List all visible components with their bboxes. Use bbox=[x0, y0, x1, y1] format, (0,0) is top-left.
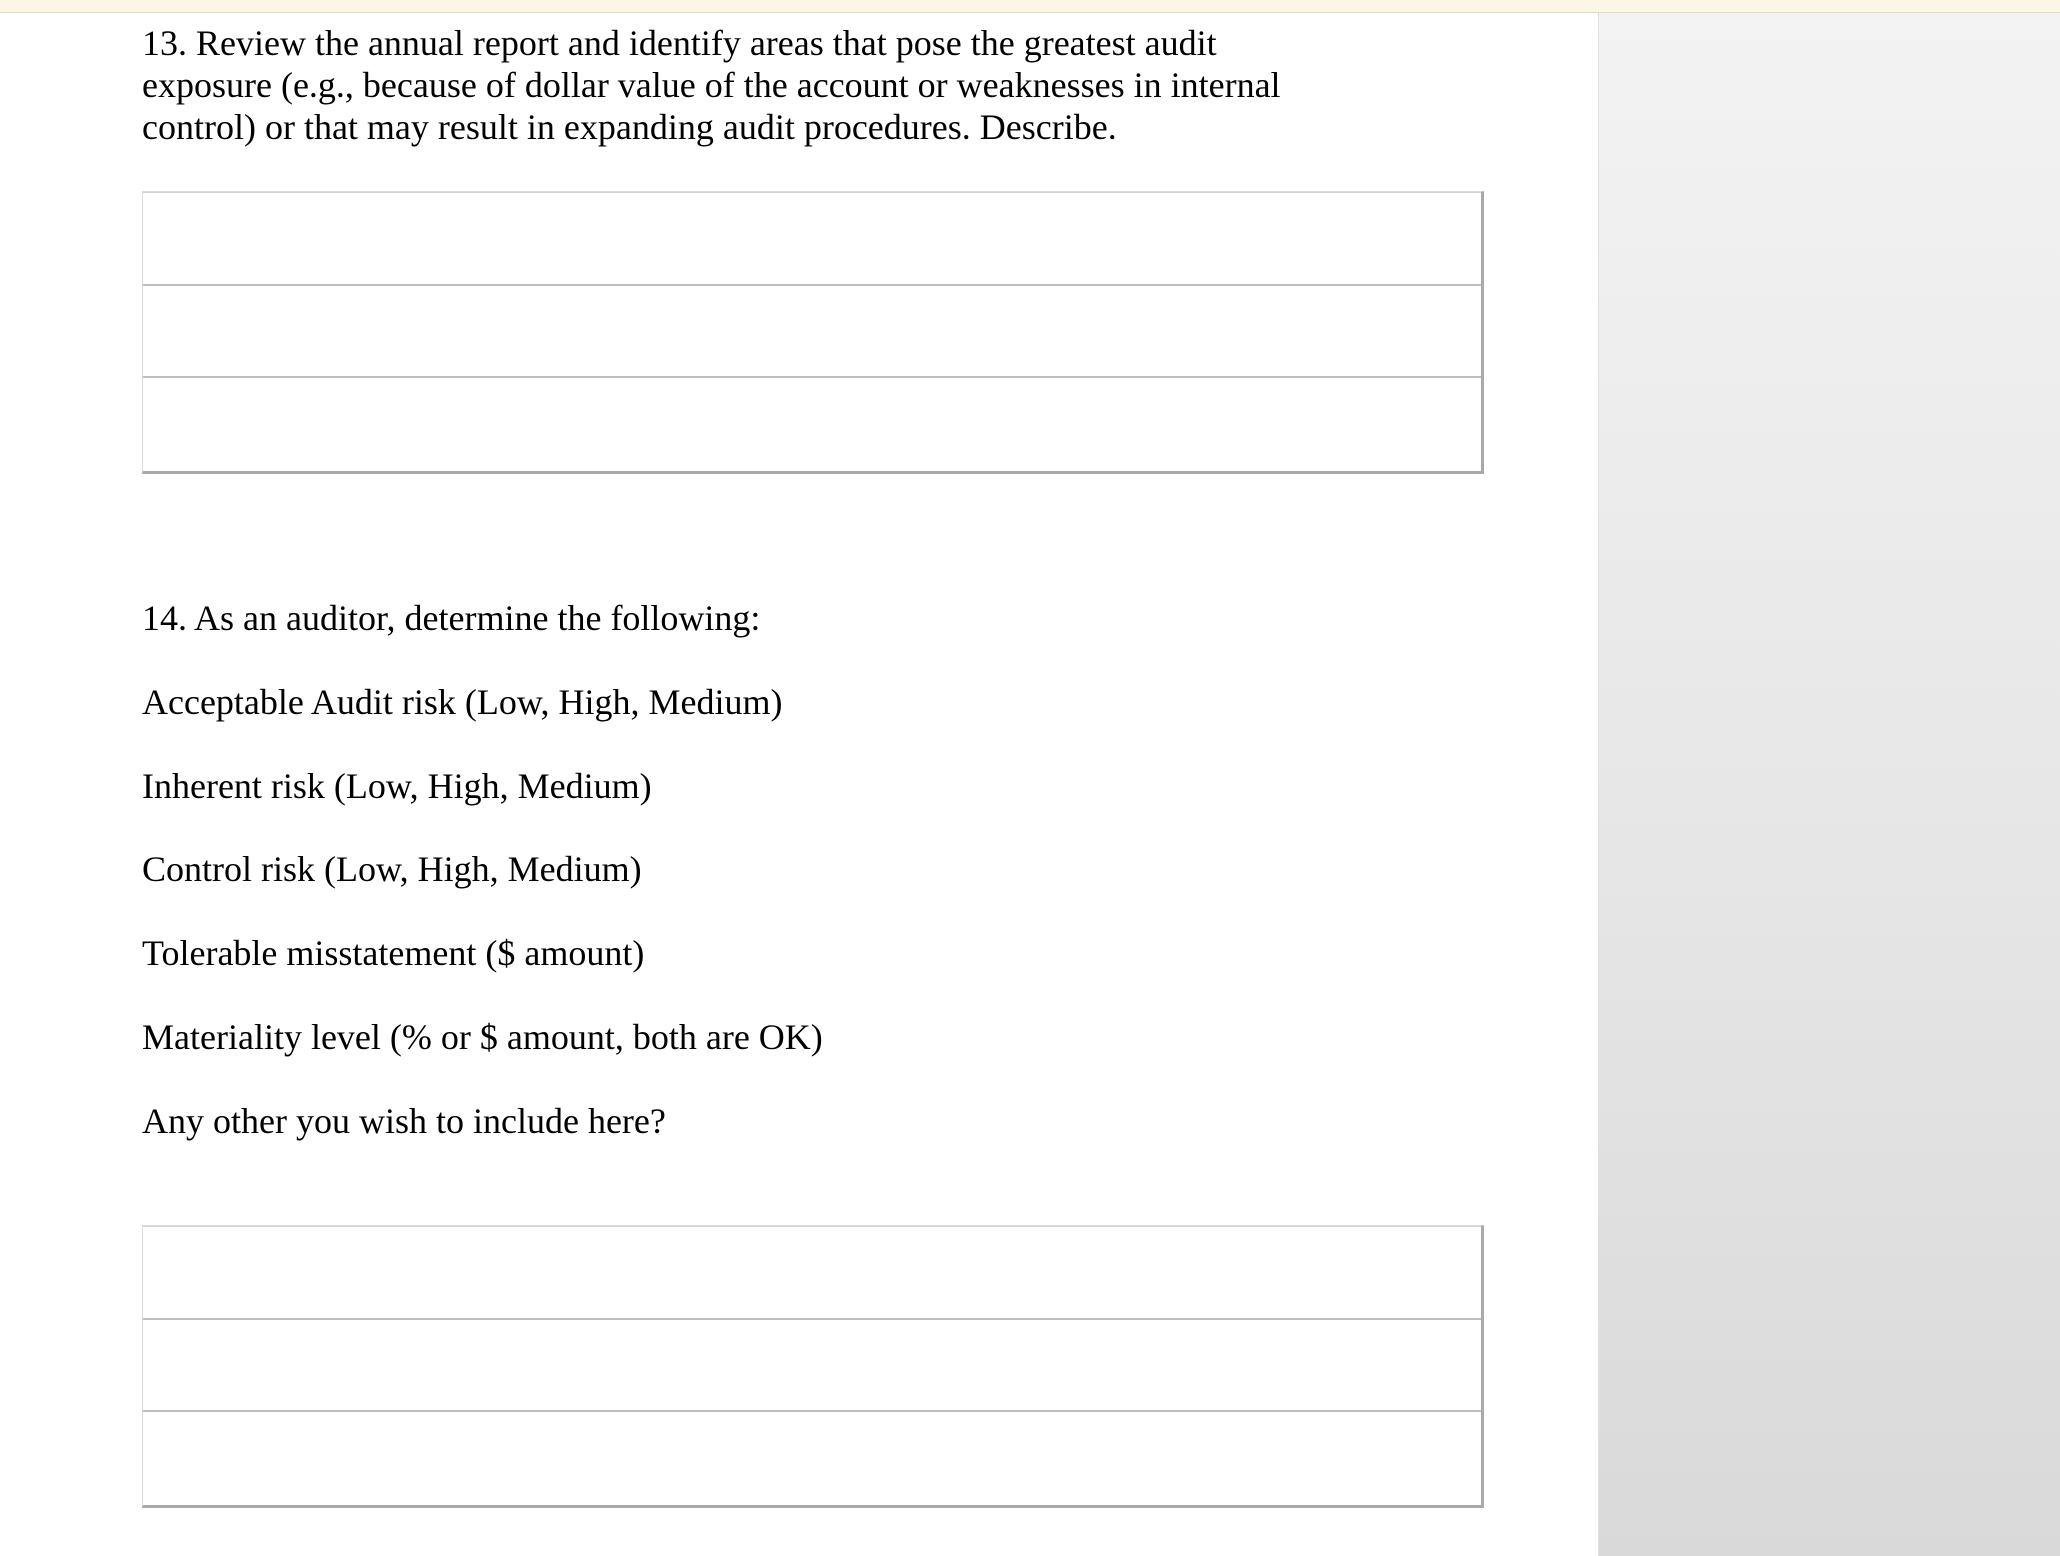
question-14-answer-line-3[interactable] bbox=[143, 1410, 1481, 1502]
question-14-heading: 14. As an auditor, determine the following: bbox=[142, 598, 761, 638]
side-panel bbox=[1598, 13, 2060, 1556]
question-13-line-1: 13. Review the annual report and identify areas that pose the greatest audit bbox=[142, 23, 1217, 63]
question-14-answer-box bbox=[142, 1225, 1484, 1508]
question-13-answer-line-2[interactable] bbox=[143, 284, 1481, 376]
materiality-level-label: Materiality level (% or $ amount, both are OK) bbox=[142, 1017, 823, 1057]
question-13-answer-box bbox=[142, 191, 1484, 474]
question-14-answer-line-1[interactable] bbox=[143, 1226, 1481, 1318]
other-include-label: Any other you wish to include here? bbox=[142, 1101, 666, 1141]
acceptable-audit-risk-label: Acceptable Audit risk (Low, High, Medium) bbox=[142, 682, 783, 722]
question-13-text bbox=[142, 22, 1342, 148]
question-13-answer-line-3[interactable] bbox=[143, 376, 1481, 468]
question-14-answer-line-2[interactable] bbox=[143, 1318, 1481, 1410]
control-risk-label: Control risk (Low, High, Medium) bbox=[142, 849, 642, 889]
tolerable-misstatement-label: Tolerable misstatement ($ amount) bbox=[142, 933, 645, 973]
inherent-risk-label: Inherent risk (Low, High, Medium) bbox=[142, 766, 652, 806]
question-13-answer-line-1[interactable] bbox=[143, 192, 1481, 284]
question-13-line-2: exposure (e.g., because of dollar value of the account or weaknesses in internal bbox=[142, 65, 1281, 105]
top-toolbar-strip bbox=[0, 0, 2060, 13]
question-13-line-3: control) or that may result in expanding audit procedures. Describe. bbox=[142, 107, 1117, 147]
